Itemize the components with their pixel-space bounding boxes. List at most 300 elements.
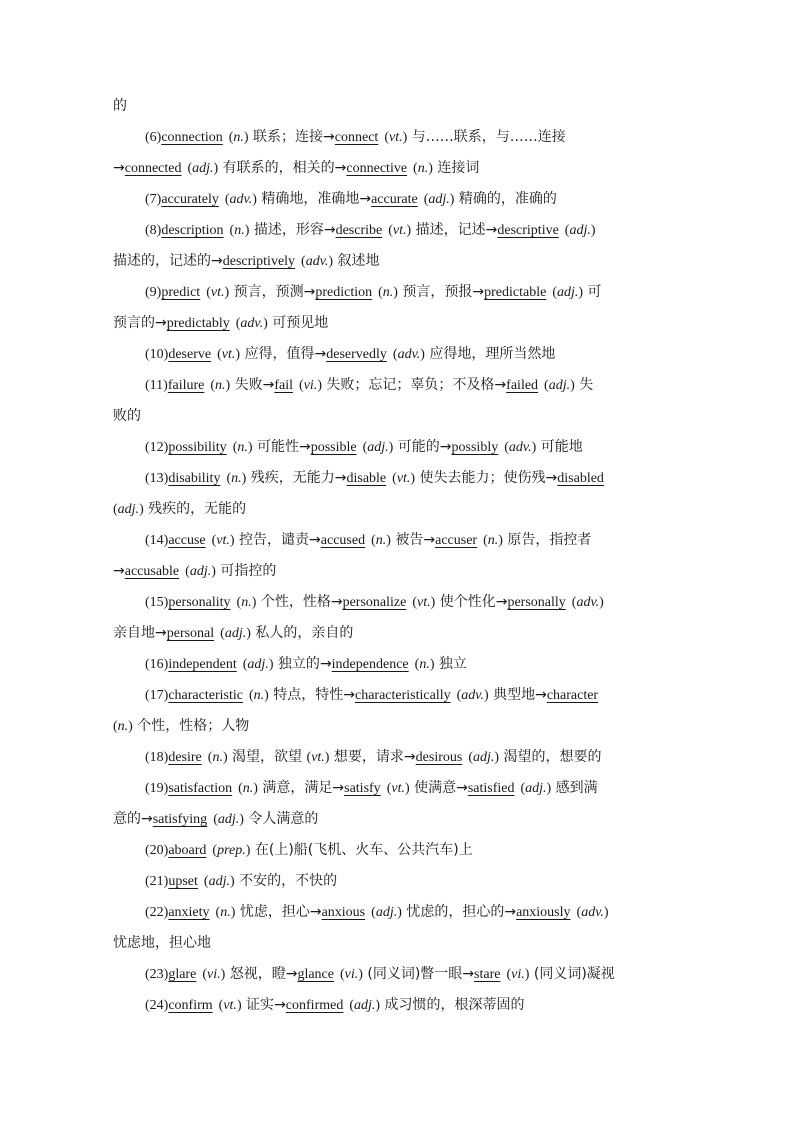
part-of-speech: (vi.): [202, 967, 226, 982]
vocab-word: fail: [274, 378, 294, 393]
text-line: [0, 651, 794, 677]
pos-label: adj.: [247, 657, 269, 672]
part-of-speech: (vt.): [217, 347, 241, 362]
text-line: [0, 961, 794, 987]
part-of-speech: (vt.): [388, 223, 412, 238]
pos-label: adj.: [192, 161, 214, 176]
text-line: [0, 868, 794, 894]
vocab-word: describe: [335, 223, 383, 238]
vocab-word: descriptively: [222, 254, 296, 269]
definition-text: 忧虑地，担心地: [113, 935, 211, 951]
text-line: [0, 806, 794, 832]
text-line: [0, 992, 794, 1018]
text-line: [0, 403, 794, 429]
arrow-icon: →: [314, 346, 327, 362]
definition-text: 个性，性格；人物: [132, 718, 250, 734]
definition-text: 应得，值得: [240, 346, 315, 362]
arrow-icon: →: [323, 129, 335, 145]
text-line: [0, 248, 794, 274]
text-line: [0, 434, 794, 460]
item-number: (8): [145, 223, 162, 238]
definition-text: 预言的: [113, 315, 155, 331]
definition-text: 描述，记述: [411, 222, 486, 238]
definition-text: 控告，谴责: [234, 532, 310, 548]
vocab-word: satisfaction: [168, 781, 233, 796]
definition-text: 忧虑，担心: [235, 904, 310, 920]
part-of-speech: (adv.): [576, 905, 609, 920]
vocab-word: accurate: [371, 192, 418, 207]
part-of-speech: (adj.): [468, 750, 500, 765]
vocab-word: satisfy: [344, 781, 381, 796]
text-line: [0, 310, 794, 336]
definition-text: 可指控的: [215, 563, 277, 579]
part-of-speech: (adj.): [213, 812, 244, 827]
pos-label: n.: [382, 285, 394, 300]
vocab-word: connective: [346, 161, 408, 176]
text-line: [0, 837, 794, 863]
definition-text: 描述的，记述的: [113, 253, 211, 269]
definition-text: 残疾的，无能的: [143, 501, 247, 517]
pos-label: adj.: [525, 781, 547, 796]
definition-text: 使满意: [409, 780, 457, 796]
pos-label: vi.: [344, 967, 359, 982]
part-of-speech: (vt.): [412, 595, 436, 610]
part-of-speech: (prep.): [212, 843, 251, 858]
item-number: (19): [145, 781, 169, 796]
definition-text: 证实: [241, 997, 275, 1013]
pos-label: adj.: [375, 905, 398, 920]
part-of-speech: (adj.): [185, 564, 216, 579]
arrow-icon: →: [141, 811, 153, 827]
part-of-speech: (vt.): [218, 998, 242, 1013]
part-of-speech: (n.): [113, 719, 133, 734]
pos-label: n.: [220, 905, 231, 920]
vocab-word: deserve: [168, 347, 212, 362]
vocab-word: personality: [168, 595, 231, 610]
definition-text: 应得地，理所当然地: [424, 346, 556, 362]
definition-text: 败的: [113, 408, 141, 424]
pos-label: adj.: [208, 874, 230, 889]
definition-text: 在(上)船(飞机、火车、公共汽车)上: [250, 842, 473, 858]
pos-label: adj.: [367, 440, 389, 455]
definition-text: 叙述地: [333, 253, 380, 269]
arrow-icon: →: [155, 315, 167, 331]
definition-text: 有联系的，相关的: [218, 160, 335, 176]
item-number: (18): [145, 750, 169, 765]
pos-label: adj.: [117, 502, 140, 517]
vocab-word: anxiety: [168, 905, 210, 920]
part-of-speech: (vi.): [506, 967, 530, 982]
pos-label: adj.: [557, 285, 579, 300]
text-line: [0, 620, 794, 646]
text-line: [0, 713, 794, 739]
part-of-speech: (n.): [207, 750, 228, 765]
arrow-icon: →: [309, 904, 322, 920]
item-number: (17): [145, 688, 169, 703]
definition-text: 感到满: [551, 780, 598, 796]
part-of-speech: (adj.): [552, 285, 584, 300]
definition-text: 个性，性格: [256, 594, 331, 610]
arrow-icon: →: [334, 160, 347, 176]
pos-label: n.: [253, 688, 265, 703]
text-line: [0, 744, 794, 770]
part-of-speech: (adj.): [362, 440, 394, 455]
definition-text: (同义词)瞥一眼: [362, 966, 463, 982]
vocab-word: independence: [331, 657, 409, 672]
definition-text: 与……联系，与……连接: [407, 129, 566, 145]
part-of-speech: (adj.): [203, 874, 235, 889]
definition-text: 联系；连接: [248, 129, 324, 145]
part-of-speech: (vi.): [299, 378, 322, 393]
definition-text: 特点，特性: [268, 687, 344, 703]
part-of-speech: (n.): [378, 285, 398, 300]
part-of-speech: (n.): [228, 130, 249, 145]
text-line: [0, 217, 794, 243]
vocab-word: anxious: [321, 905, 366, 920]
arrow-icon: →: [343, 687, 355, 703]
part-of-speech: (adj.): [544, 378, 575, 393]
pos-label: n.: [117, 719, 129, 734]
part-of-speech: (adj.): [220, 626, 251, 641]
vocab-word: anxiously: [516, 905, 571, 920]
pos-label: vt.: [216, 533, 230, 548]
part-of-speech: (n.): [232, 440, 253, 455]
definition-text: 典型地: [488, 687, 536, 703]
vocab-word: satisfied: [467, 781, 515, 796]
part-of-speech: (adv.): [571, 595, 604, 610]
definition-text: 令人满意的: [243, 811, 319, 827]
part-of-speech: (n.): [238, 781, 258, 796]
definition-text: 失败: [230, 377, 263, 393]
vocab-word: failed: [506, 378, 539, 393]
item-number: (22): [145, 905, 169, 920]
vocab-word: disable: [346, 471, 387, 486]
arrow-icon: →: [330, 594, 343, 610]
vocab-word: upset: [168, 874, 198, 889]
definition-text: (同义词)凝视: [529, 966, 615, 982]
text-line: [0, 930, 794, 956]
vocab-word: personally: [507, 595, 566, 610]
item-number: (10): [145, 347, 169, 362]
vocab-word: glance: [297, 967, 334, 982]
arrow-icon: →: [113, 160, 125, 176]
text-line: [0, 372, 794, 398]
part-of-speech: (adj.): [564, 223, 596, 238]
vocab-word: confirm: [168, 998, 213, 1013]
arrow-icon: →: [359, 191, 372, 207]
vocab-word: personal: [166, 626, 215, 641]
text-line: [0, 124, 794, 150]
vocab-word: connected: [124, 161, 182, 176]
vocab-word: description: [161, 223, 224, 238]
vocab-word: glare: [168, 967, 197, 982]
vocab-word: predictably: [166, 316, 230, 331]
arrow-icon: →: [309, 532, 321, 548]
text-line: [0, 155, 794, 181]
pos-label: adv.: [240, 316, 264, 331]
item-number: (9): [145, 285, 162, 300]
arrow-icon: →: [332, 780, 345, 796]
definition-text: 残疾，无能力: [246, 470, 335, 486]
vocab-word: connection: [161, 130, 223, 145]
part-of-speech: (n.): [226, 471, 247, 486]
vocab-word: confirmed: [285, 998, 344, 1013]
part-of-speech: (adj.): [423, 192, 455, 207]
vocab-word: predict: [161, 285, 201, 300]
arrow-icon: →: [319, 656, 332, 672]
arrow-icon: →: [262, 377, 275, 393]
pos-label: vi.: [206, 967, 221, 982]
text-line: [0, 465, 794, 491]
arrow-icon: →: [323, 222, 336, 238]
definition-text: 可能性: [252, 439, 299, 455]
text-line: [0, 279, 794, 305]
pos-label: prep.: [217, 843, 246, 858]
arrow-icon: →: [535, 687, 547, 703]
pos-label: adj.: [217, 812, 240, 827]
part-of-speech: (adj.): [371, 905, 402, 920]
part-of-speech: (adj.): [242, 657, 274, 672]
part-of-speech: (adj.): [349, 998, 381, 1013]
pos-label: adv.: [576, 595, 600, 610]
part-of-speech: (adv.): [456, 688, 489, 703]
definition-text: 不安的，不快的: [234, 873, 338, 889]
pos-label: vt.: [396, 471, 411, 486]
definition-text: 被告: [390, 532, 424, 548]
arrow-icon: →: [298, 439, 311, 455]
definition-text: 可: [583, 284, 602, 300]
pos-label: vt.: [221, 347, 236, 362]
pos-label: adj.: [354, 998, 376, 1013]
arrow-icon: →: [456, 780, 468, 796]
part-of-speech: (adj.): [113, 502, 144, 517]
vocab-word: aboard: [168, 843, 207, 858]
vocab-word: accuse: [168, 533, 206, 548]
definition-text: 失: [574, 377, 594, 393]
pos-label: adj.: [548, 378, 571, 393]
pos-label: adv.: [508, 440, 532, 455]
pos-label: n.: [242, 781, 254, 796]
arrow-icon: →: [423, 532, 436, 548]
pos-label: vt.: [391, 781, 405, 796]
arrow-icon: →: [439, 439, 452, 455]
part-of-speech: (adj.): [187, 161, 219, 176]
item-number: (24): [145, 998, 169, 1013]
item-number: (15): [145, 595, 169, 610]
part-of-speech: (n.): [248, 688, 269, 703]
text-line: [0, 341, 794, 367]
text-line: [0, 496, 794, 522]
pos-label: adj.: [569, 223, 591, 238]
pos-label: n.: [215, 378, 226, 393]
pos-label: n.: [237, 440, 248, 455]
pos-label: adv.: [461, 688, 484, 703]
part-of-speech: (n.): [210, 378, 231, 393]
definition-text: 精确地，准确地: [256, 191, 360, 207]
pos-label: n.: [234, 223, 245, 238]
definition-text: 预言，预报: [397, 284, 473, 300]
item-number: (16): [145, 657, 169, 672]
definition-text: 可预见地: [267, 315, 329, 331]
pos-label: adj.: [428, 192, 450, 207]
definition-text: 满意，满足: [257, 780, 333, 796]
vocab-word: prediction: [315, 285, 373, 300]
definition-text: 怒视，瞪: [225, 966, 286, 982]
pos-label: adj.: [189, 564, 212, 579]
part-of-speech: (n.): [236, 595, 257, 610]
part-of-speech: (vt.): [211, 533, 235, 548]
definition-text: 可能的: [393, 439, 440, 455]
pos-label: n.: [241, 595, 252, 610]
text-line: [0, 589, 794, 615]
pos-label: n.: [212, 750, 223, 765]
arrow-icon: →: [211, 253, 223, 269]
definition-text: 的: [113, 98, 127, 114]
definition-text: 成习惯的，根深蒂固的: [380, 997, 525, 1013]
vocab-word: independent: [168, 657, 237, 672]
arrow-icon: →: [504, 904, 517, 920]
pos-label: adv.: [229, 192, 253, 207]
vocab-word: stare: [474, 967, 501, 982]
item-number: (13): [145, 471, 169, 486]
part-of-speech: (adv.): [235, 316, 268, 331]
definition-text: 使个性化: [435, 594, 496, 610]
arrow-icon: →: [495, 594, 508, 610]
arrow-icon: →: [334, 470, 347, 486]
pos-label: n.: [419, 657, 430, 672]
arrow-icon: →: [462, 966, 475, 982]
arrow-icon: →: [403, 749, 416, 765]
pos-label: vt.: [417, 595, 431, 610]
pos-label: adj.: [224, 626, 247, 641]
vocab-word: disabled: [557, 471, 604, 486]
pos-label: n.: [487, 533, 499, 548]
text-line: [0, 527, 794, 553]
part-of-speech: (vi.): [339, 967, 363, 982]
part-of-speech: (adv.): [504, 440, 537, 455]
text-line: [0, 682, 794, 708]
item-number: (23): [145, 967, 169, 982]
item-number: (20): [145, 843, 169, 858]
vocab-word: characteristically: [354, 688, 451, 703]
definition-text: 失败；忘记；辜负；不及格: [321, 377, 495, 393]
pos-label: n.: [417, 161, 429, 176]
definition-text: 亲自地: [113, 625, 155, 641]
vocab-word: accusable: [124, 564, 180, 579]
vocab-word: possibility: [168, 440, 227, 455]
pos-label: n.: [375, 533, 387, 548]
vocab-word: descriptive: [497, 223, 559, 238]
pos-label: adj.: [473, 750, 495, 765]
part-of-speech: (n.): [413, 161, 433, 176]
part-of-speech: (adv.): [224, 192, 257, 207]
text-line: [0, 93, 794, 119]
pos-label: vt.: [388, 130, 403, 145]
definition-text: 独立的: [273, 656, 320, 672]
text-line: [0, 775, 794, 801]
part-of-speech: (n.): [483, 533, 503, 548]
part-of-speech: (vt.): [384, 130, 408, 145]
pos-label: vi.: [511, 967, 525, 982]
pos-label: vt.: [223, 998, 237, 1013]
part-of-speech: (vt.): [392, 471, 416, 486]
arrow-icon: →: [494, 377, 507, 393]
definition-text: 连接词: [432, 160, 480, 176]
vocab-word: accused: [320, 533, 366, 548]
vocab-word: characteristic: [168, 688, 243, 703]
definition-text: 忧虑的，担心的: [401, 904, 505, 920]
vocab-word: deservedly: [326, 347, 387, 362]
vocab-word: accuser: [435, 533, 478, 548]
definition-text: 描述，形容: [249, 222, 324, 238]
vocab-word: character: [546, 688, 599, 703]
arrow-icon: →: [113, 563, 125, 579]
pos-label: vt.: [392, 223, 407, 238]
part-of-speech: (vt.): [206, 285, 230, 300]
definition-text: 精确的，准确的: [454, 191, 557, 207]
text-line: [0, 186, 794, 212]
pos-label: vt.: [210, 285, 225, 300]
arrow-icon: →: [285, 966, 298, 982]
part-of-speech: (adv.): [301, 254, 334, 269]
vocab-word: possibly: [451, 440, 499, 455]
pos-label: adv.: [397, 347, 421, 362]
part-of-speech: (n.): [229, 223, 250, 238]
arrow-icon: →: [545, 470, 558, 486]
vocab-word: satisfying: [152, 812, 208, 827]
pos-label: n.: [233, 130, 244, 145]
part-of-speech: (adv.): [392, 347, 425, 362]
text-line: [0, 558, 794, 584]
arrow-icon: →: [485, 222, 498, 238]
text-line: [0, 899, 794, 925]
pos-label: vt.: [311, 750, 325, 765]
item-number: (7): [145, 192, 162, 207]
definition-text: 渴望的，想要的: [499, 749, 602, 765]
definition-text: 原告，指控者: [502, 532, 592, 548]
definition-text: 私人的，亲自的: [250, 625, 354, 641]
part-of-speech: (vt.): [386, 781, 410, 796]
part-of-speech: (n.): [371, 533, 391, 548]
item-number: (12): [145, 440, 169, 455]
arrow-icon: →: [472, 284, 485, 300]
definition-text: 独立: [434, 656, 467, 672]
definition-text: 想要，请求: [329, 749, 404, 765]
pos-label: vi.: [303, 378, 318, 393]
definition-text: 预言，预测: [229, 284, 304, 300]
part-of-speech: (n.): [215, 905, 236, 920]
arrow-icon: →: [303, 284, 316, 300]
definition-text: 可能地: [536, 439, 583, 455]
vocab-word: disability: [168, 471, 221, 486]
pos-label: n.: [231, 471, 242, 486]
vocab-word: personalize: [342, 595, 407, 610]
vocab-word: desire: [168, 750, 202, 765]
item-number: (6): [145, 130, 162, 145]
definition-text: 使失去能力；使伤残: [415, 470, 546, 486]
vocab-word: connect: [334, 130, 379, 145]
vocab-word: desirous: [415, 750, 463, 765]
vocab-word: accurately: [161, 192, 219, 207]
part-of-speech: (n.): [414, 657, 435, 672]
arrow-icon: →: [274, 997, 286, 1013]
pos-label: adv.: [581, 905, 604, 920]
vocab-word: predictable: [484, 285, 547, 300]
vocab-word: failure: [167, 378, 205, 393]
item-number: (14): [145, 533, 169, 548]
definition-text: 渴望，欲望: [227, 749, 307, 765]
pos-label: adv.: [305, 254, 329, 269]
